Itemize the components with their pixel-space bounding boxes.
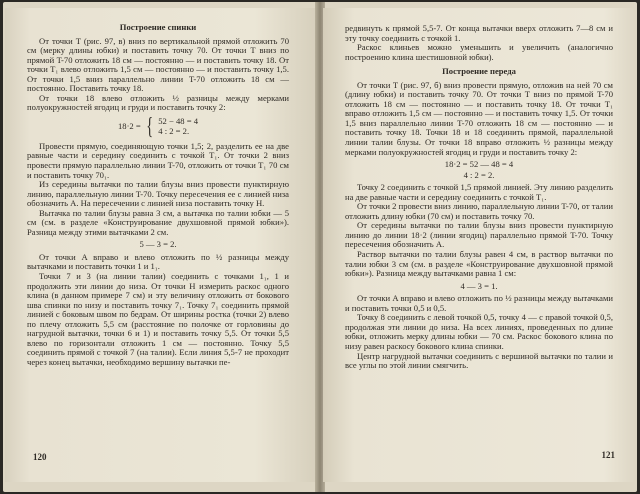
section-heading-back: Построение спинки	[119, 22, 197, 32]
paragraph: редвинуть к прямой 5,5-7. От конца вытачки вверх отложить 7—8 см и эту точку соединить с точкой 1.	[345, 23, 613, 43]
paragraph: Точку 2 соединить с точкой 1,5 прямой линией. Эту линию разделить на две равные части и середину соединить с точкой T₁.	[345, 182, 613, 202]
formula-row: 18·2 = 52 — 48 = 4	[444, 159, 514, 170]
paragraph: От точки 2 провести вниз линию, параллельную линии T-70, от талии отложить длину юбки (70 см) и поставить точку 70.	[345, 201, 613, 221]
formula	[27, 113, 289, 140]
right-page-text-column	[345, 24, 613, 371]
formula-row: 4 : 2 = 2.	[463, 169, 495, 180]
paragraph: Точки 7 и 3 (на линии талии) соединить с точками 1₁, 1 и продолжить эти линии до низа. От точки H измерить раскос одного клина (в данном примере 7 см) и эту величину отложить от бокового шва спинки по низу и поставить точку 7₁. Точку 7₁ соединить прямой линией с боковым швом по бедрам. От ширины ростка (точки 2) влево по плечу отложить 5,5 см (расстояние по полочке от горловины до нагрудной вытачки, точки 6 и 1) и поставить точку 5,5. От точки 5,5 влево по горизонтали отложить 1 см — постоянно. Точку 5,5 соединить прямой с точкой 7 (на талии). Если линия 5,5-7 не проходит через конец вытачки, необходимо вершину вытачки пе-	[27, 271, 289, 367]
equation: 5 — 3 = 2.	[139, 239, 177, 250]
formula-row: 4 : 2 = 2.	[158, 125, 190, 136]
paragraph: От точки 18 влево отложить ½ разницы между мерками полуокружностей ягодиц и груди и поставить точку 2:	[27, 92, 289, 113]
paragraph: От точки A вправо и влево отложить по ½ разницы между вытачками и поставить точки 0,5 и 0,5.	[345, 293, 613, 313]
brace-glyph: {	[146, 113, 153, 140]
equation: 4 — 3 = 1.	[460, 280, 498, 291]
paragraph: От точки T (рис. 97, б) вниз провести прямую, отложив на ней 70 см (длину юбки) и поставить точку 70. От точки T вниз по прямой T-70 отложить 18 см — постоянно — и поставить точку 18. От точки T₁ вправо отложить 1,5 см — постоянно — и поставить точку 1,5. От точки 1,5 вниз параллельно линии T-70 отложить 18 см — постоянно — и поставить точку 18. Точки 18 и 18 соединить прямой, параллельной линии талии блузы. От точки 18 вправо отложить ½ разницы между мерками полуокружностей ягодиц и груди и поставить точку 2:	[345, 79, 613, 157]
right-page	[323, 8, 635, 482]
page-number-left: 120	[33, 452, 47, 462]
paragraph: Провести прямую, соединяющую точки 1,5; 2, разделить ее на две равные части и середину соединить с точкой T₁. От точки 2 вниз провести прямую параллельно линии T-70, отложить от точки T₁ 70 см и поставить точку 70₁.	[27, 140, 289, 180]
left-page-text-column	[27, 22, 289, 368]
formula-rows	[158, 117, 198, 136]
book-spread	[3, 2, 637, 492]
formula-row: 52 − 48 = 4	[158, 116, 199, 127]
section-heading-front: Построение переда	[442, 66, 516, 77]
paragraph: Вытачка по талии блузы равна 3 см, а вытачка по талии юбки — 5 см (см. в разделе «Конструирование двухшовной прямой юбки»). Разница между этими вытачками 2 см.	[27, 207, 289, 237]
paragraph: От точки A вправо и влево отложить по ½ разницы между вытачками и поставить точки 1 и 1₁.	[27, 251, 289, 272]
paragraph: От точки T (рис. 97, в) вниз по вертикальной прямой отложить 70 см (мерку длины юбки) и поставить точку 70. От точки T вниз по прямой T-70 отложить 18 см — постоянно — и поставить точку 18. От точки T₁ влево отложить 1,5 см — постоянно — и поставить точку 1,5. От точки 1,5 вниз параллельно линии T-70 отложить 18 см — постоянно. Поставить точку 18.	[27, 35, 289, 94]
paragraph: Центр нагрудной вытачки соединить с вершиной вытачки по талии и все углы по этой линии смягчить.	[345, 350, 613, 371]
paragraph: Раскос клиньев можно уменьшить и увеличить (аналогично построению клина шестишовной юбки).	[345, 42, 613, 62]
paragraph: Раствор вытачки по талии блузы равен 4 см, в раствор вытачки по талии юбки 3 см (см. в разделе «Конструирование двухшовной прямой юбки»). Разница между вытачками равна 1 см:	[345, 249, 613, 279]
left-page	[5, 8, 317, 482]
paragraph: От середины вытачки по талии блузы вниз провести пунктирную линию до линии 18·2 (линии ягодиц) параллельно прямой T-70. Точку пересечения обозначить A.	[345, 220, 613, 250]
paragraph: Из середины вытачки по талии блузы вниз провести пунктирную линию, параллельную линии T-70. Точку пересечения ее с линией низа обозначить A. На пересечении с линией низа поставить точку H.	[27, 179, 289, 209]
paragraph: Точку 8 соединить с левой точкой 0,5, точку 4 — с правой точкой 0,5, продолжая эти линии до низа. На всех линиях, проведенных по длине юбки, отложить мерку длины юбки — 70 см. Раскос бокового клина по низу равен раскосу бокового клина спинки.	[345, 312, 613, 351]
page-number-right: 121	[601, 450, 615, 460]
formula-lhs: 18·2 =	[117, 121, 141, 132]
